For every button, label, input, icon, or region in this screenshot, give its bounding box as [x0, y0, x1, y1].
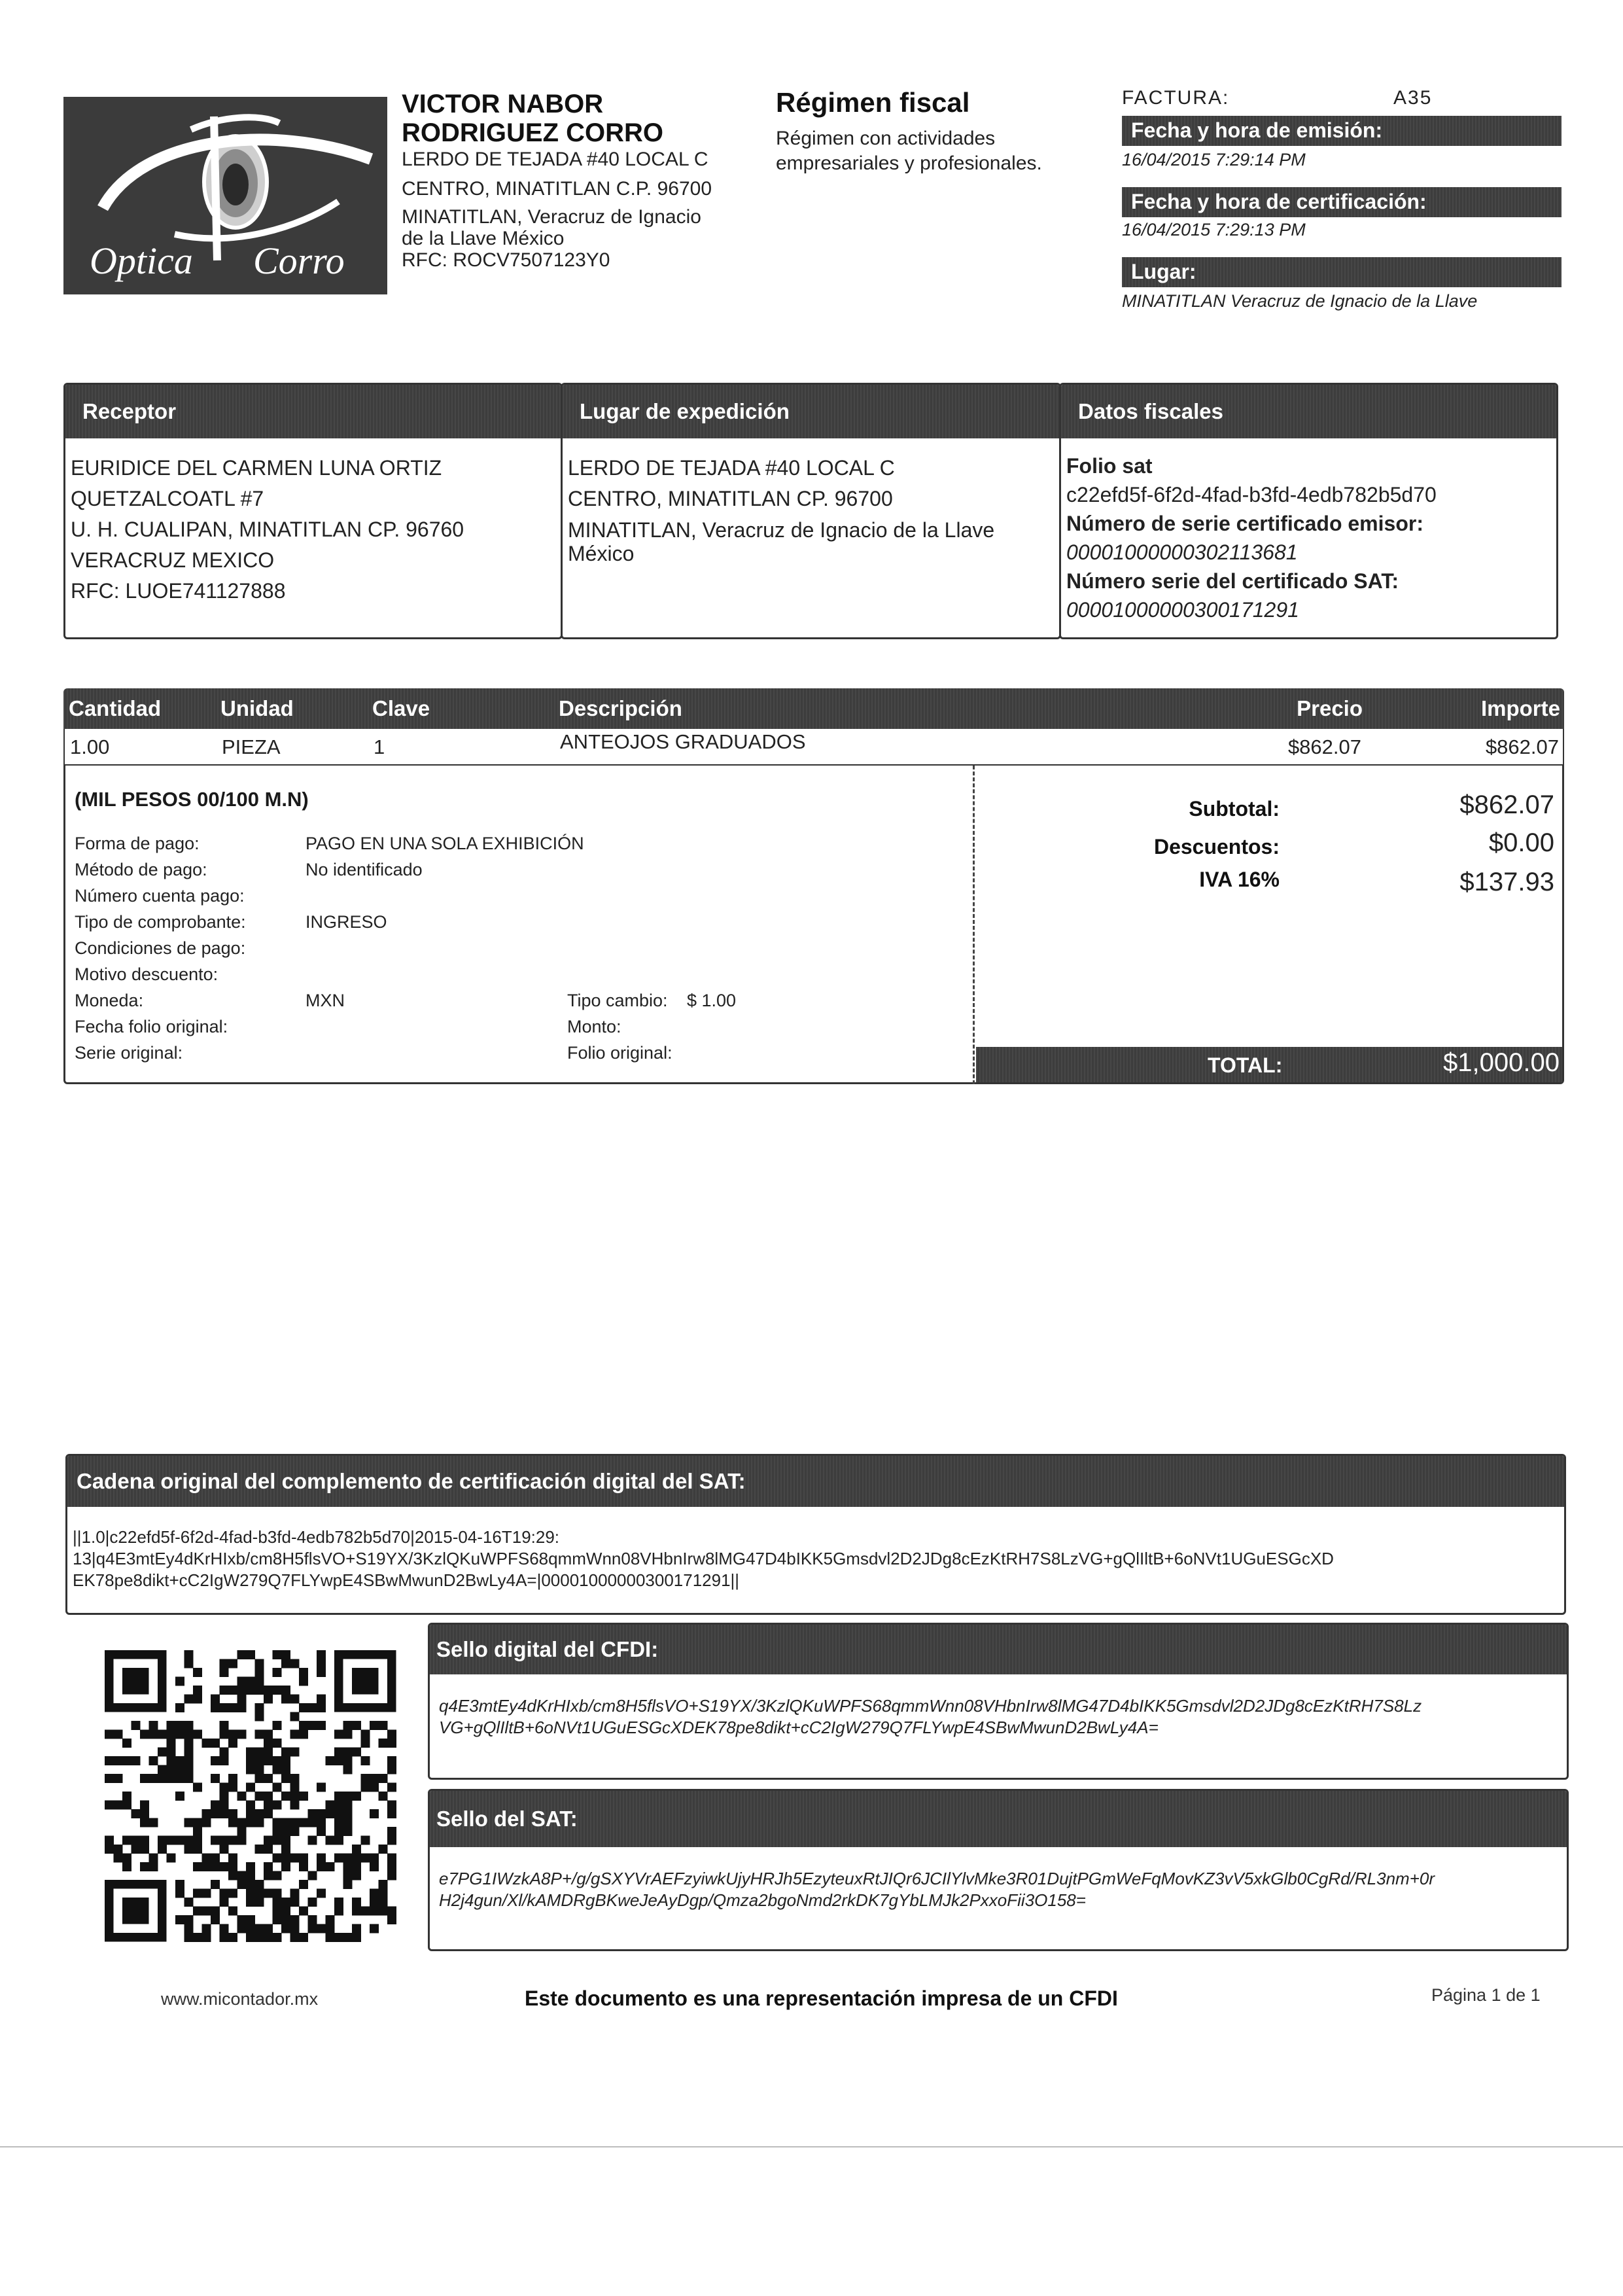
account-label: Número cuenta pago: — [75, 886, 245, 906]
folio-sat-label: Folio sat — [1066, 454, 1153, 478]
emitter-address-line3: MINATITLAN, Veracruz de Ignacio — [402, 206, 701, 228]
certification-date-value: 16/04/2015 7:29:13 PM — [1122, 220, 1306, 239]
expedition-box — [561, 383, 1061, 639]
sat-seal-header: Sello del SAT: — [430, 1791, 1567, 1847]
emitter-rfc: RFC: ROCV7507123Y0 — [402, 249, 610, 271]
footer-website: www.micontador.mx — [161, 1989, 319, 2009]
col-clave: Clave — [372, 696, 430, 720]
place-value: MINATITLAN Veracruz de Ignacio de la Llave — [1122, 291, 1478, 311]
amount-in-words: (MIL PESOS 00/100 M.N) — [75, 788, 309, 811]
original-chain-box — [65, 1454, 1566, 1615]
fiscal-header: Datos fiscales — [1061, 385, 1556, 438]
amount-label: Monto: — [567, 1017, 621, 1036]
invoice-block — [1122, 87, 1562, 311]
svg-text:Corro: Corro — [253, 239, 345, 282]
item-cantidad: 1.00 — [70, 735, 110, 758]
cfdi-seal-line1: q4E3mtEy4dKrHIxb/cm8H5flsVO+S19YX/3KzlQKuWPFS68qmmWnn08VHbnIrw8lMG47D4bIKK5Gmsdvl2D2JDg8cEzKtRH7S8Lz — [439, 1696, 1422, 1716]
iva-value: $137.93 — [1459, 868, 1554, 896]
regimen-line1: Régimen con actividades — [776, 128, 996, 149]
original-folio-date-label: Fecha folio original: — [75, 1017, 228, 1036]
currency-label: Moneda: — [75, 991, 144, 1010]
emitter-block — [402, 90, 768, 271]
folio-sat-value: c22efd5f-6f2d-4fad-b3fd-4edb782b5d70 — [1066, 483, 1437, 506]
expedition-city: CENTRO, MINATITLAN CP. 96700 — [568, 487, 893, 510]
payment-form-value: PAGO EN UNA SOLA EXHIBICIÓN — [305, 834, 584, 853]
payment-method-value: No identificado — [305, 860, 423, 879]
original-series-label: Serie original: — [75, 1043, 183, 1063]
item-descripcion: ANTEOJOS GRADUADOS — [560, 730, 806, 753]
place-label: Lugar: — [1122, 257, 1562, 287]
scan-edge-line — [0, 2146, 1623, 2147]
total-bar — [976, 1047, 1562, 1082]
exchange-rate-value: $ 1.00 — [687, 991, 737, 1010]
receptor-state: VERACRUZ MEXICO — [71, 548, 275, 572]
receptor-header: Receptor — [65, 385, 561, 438]
col-unidad: Unidad — [220, 696, 294, 720]
sat-cert-label: Número serie del certificado SAT: — [1066, 569, 1399, 593]
emitter-address-line2: CENTRO, MINATITLAN C.P. 96700 — [402, 178, 712, 200]
invoice-label: FACTURA: — [1122, 87, 1230, 109]
issue-date-value: 16/04/2015 7:29:14 PM — [1122, 150, 1306, 169]
fiscal-box — [1059, 383, 1558, 639]
svg-text:Optica: Optica — [90, 239, 193, 282]
cfdi-seal-box — [428, 1623, 1569, 1780]
payment-method-label: Método de pago: — [75, 860, 207, 879]
cfdi-seal-line2: VG+gQlIltB+6oNVt1UGuESGcXDEK78pe8dikt+cC2IgW279Q7FLYwpE4SBwMwunD2BwLy4A= — [439, 1718, 1159, 1737]
expedition-country: México — [568, 542, 635, 565]
receptor-rfc: RFC: LUOE741127888 — [71, 579, 286, 603]
voucher-type-value: INGRESO — [305, 912, 387, 932]
subtotal-label: Subtotal: — [1189, 797, 1280, 821]
item-unidad: PIEZA — [222, 735, 281, 758]
regimen-block — [776, 87, 1077, 176]
receptor-city: U. H. CUALIPAN, MINATITLAN CP. 96760 — [71, 518, 464, 541]
cfdi-seal-header: Sello digital del CFDI: — [430, 1625, 1567, 1674]
discounts-value: $0.00 — [1488, 828, 1554, 857]
expedition-header: Lugar de expedición — [563, 385, 1059, 438]
total-value: $1,000.00 — [1443, 1048, 1560, 1077]
expedition-street: LERDO DE TEJADA #40 LOCAL C — [568, 456, 895, 480]
company-logo — [63, 97, 387, 294]
total-label: TOTAL: — [1208, 1053, 1283, 1077]
emitter-address-line1: LERDO DE TEJADA #40 LOCAL C — [402, 149, 708, 170]
issue-date-label: Fecha y hora de emisión: — [1122, 116, 1562, 146]
receptor-street: QUETZALCOATL #7 — [71, 487, 264, 510]
summary-box — [63, 766, 1564, 1084]
currency-value: MXN — [305, 991, 345, 1010]
subtotal-value: $862.07 — [1459, 790, 1554, 819]
emitter-name-line2: RODRIGUEZ CORRO — [402, 118, 663, 147]
emitter-cert-value: 00001000000302113681 — [1066, 540, 1298, 564]
items-table-header — [63, 688, 1564, 729]
discount-reason-label: Motivo descuento: — [75, 964, 218, 984]
sat-seal-line1: e7PG1IWzkA8P+/g/gSXYVrAEFzyiwkUjyHRJh5EzyteuxRtJIQr6JCIlYlvMke3R01DujtPGmWeFqMovKZ3vV5xkGlb0CgRd/RL3nm+0r — [439, 1869, 1435, 1888]
regimen-title: Régimen fiscal — [776, 87, 970, 118]
regimen-line2: empresariales y profesionales. — [776, 152, 1042, 174]
original-chain-line3: EK78pe8dikt+cC2IgW279Q7FLYwpE4SBwMwunD2BwLy4A=|00001000000300171291|| — [73, 1570, 740, 1590]
original-chain-line1: ||1.0|c22efd5f-6f2d-4fad-b3fd-4edb782b5d70|2015-04-16T19:29: — [73, 1527, 560, 1547]
sat-seal-box — [428, 1789, 1569, 1951]
voucher-type-label: Tipo de comprobante: — [75, 912, 246, 932]
original-chain-line2: 13|q4E3mtEy4dKrHIxb/cm8H5flsVO+S19YX/3KzlQKuWPFS68qmmWnn08VHbnIrw8lMG47D4bIKK5Gmsdvl2D2JDg8cEzKtRH7S8LzVG+gQlIltB+6oNVt1UGuESGcXD — [73, 1549, 1334, 1568]
invoice-number: A35 — [1393, 87, 1433, 109]
emitter-cert-label: Número de serie certificado emisor: — [1066, 512, 1423, 535]
exchange-rate-label: Tipo cambio: — [567, 991, 668, 1010]
summary-divider — [973, 766, 975, 1084]
iva-label: IVA 16% — [1199, 868, 1280, 891]
footer-page: Página 1 de 1 — [1431, 1985, 1541, 2005]
sat-cert-value: 00001000000300171291 — [1066, 598, 1299, 622]
table-row — [63, 729, 1564, 766]
expedition-state: MINATITLAN, Veracruz de Ignacio de la Llave — [568, 518, 995, 542]
sat-seal-line2: H2j4gun/Xl/kAMDRgBKweJeAyDgp/Qmza2bgoNmd2rkDK7gYbLMJk2PxxoFii3O158= — [439, 1890, 1086, 1910]
col-descripcion: Descripción — [559, 696, 682, 720]
original-chain-header: Cadena original del complemento de certificación digital del SAT: — [67, 1456, 1564, 1507]
payment-conditions-label: Condiciones de pago: — [75, 938, 246, 958]
original-folio-label: Folio original: — [567, 1043, 672, 1063]
discounts-label: Descuentos: — [1153, 835, 1280, 858]
item-precio: $862.07 — [1287, 735, 1361, 758]
payment-form-label: Forma de pago: — [75, 834, 200, 853]
item-importe: $862.07 — [1485, 735, 1559, 758]
emitter-name-line1: VICTOR NABOR — [402, 90, 604, 118]
qr-code — [105, 1650, 396, 1949]
col-importe: Importe — [1480, 696, 1560, 720]
col-precio: Precio — [1297, 696, 1363, 720]
certification-date-label: Fecha y hora de certificación: — [1122, 187, 1562, 217]
col-cantidad: Cantidad — [69, 696, 162, 720]
item-clave: 1 — [374, 735, 385, 758]
footer-note: Este documento es una representación impresa de un CFDI — [525, 1987, 1118, 2010]
receptor-box — [63, 383, 563, 639]
emitter-address-line4: de la Llave México — [402, 228, 565, 249]
receptor-name: EURIDICE DEL CARMEN LUNA ORTIZ — [71, 456, 442, 480]
